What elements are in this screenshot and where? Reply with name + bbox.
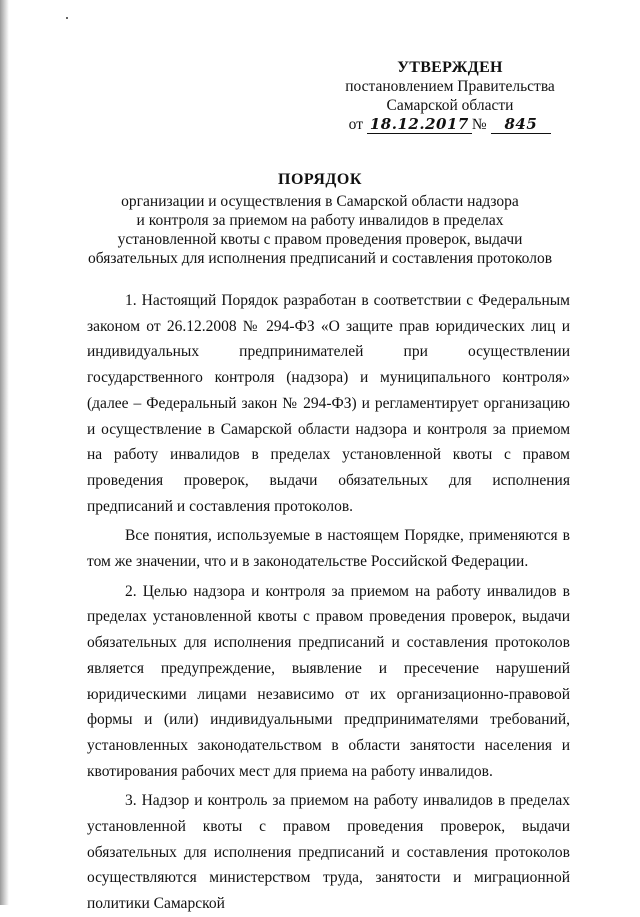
paragraph-3: 2. Целью надзора и контроля за приемом на работу инвалидов в пределах установленной квоты с правом проведения проверок, выдачи обязательных для исполнения предписаний и составления протоколов является предупреждение, выявление и пресечение нарушений юридическими лицами независимо от их организационно-правовой формы и (или) индивидуальными предпринимателями требований, установленных законодательством в области занятости населения и квотирования рабочих мест для приема на работу инвалидов. bbox=[87, 582, 570, 780]
paragraph-1: 1. Настоящий Порядок разработан в соответствии с Федеральным законом от 26.12.2008 № 294-ФЗ «О защите прав юридических лиц и индивидуальных предпринимателей при осуществлении государственного контроля (надзора) и муниципального контроля» (далее – Федеральный закон № 294-ФЗ) и регламентирует организацию и осуществление в Самарской области надзора и контроля за приемом на работу инвалидов в пределах установленной квоты с правом проведения проверок, выдачи обязательных для исполнения предписаний и составления протоколов. bbox=[87, 292, 570, 515]
paragraph-2: Все понятия, используемые в настоящем Порядке, применяются в том же значении, что и в законодательстве Российской Федерации. bbox=[87, 527, 570, 571]
handwritten-date: 18.12.2017 bbox=[369, 115, 469, 133]
handwritten-number: 845 bbox=[504, 115, 538, 133]
date-prefix: от bbox=[348, 116, 363, 133]
title-line-2: и контроля за приемом на работу инвалидов в пределах bbox=[136, 212, 504, 229]
scan-edge bbox=[0, 0, 9, 905]
approval-line-2: Самарской области bbox=[386, 97, 514, 114]
date-field bbox=[367, 116, 472, 134]
approval-heading: УТВЕРЖДЕН bbox=[397, 59, 503, 76]
approval-date-line bbox=[310, 115, 590, 134]
number-sign: № bbox=[471, 116, 487, 133]
scan-speck bbox=[66, 17, 68, 19]
title-line-4: обязательных для исполнения предписаний и составления протоколов bbox=[87, 250, 553, 267]
paragraph-4: 3. Надзор и контроль за приемом на работу инвалидов в пределах установленной квоты с правом проведения проверок, выдачи обязательных для исполнения предписаний и составления протоколов осуществляются министерством труда, занятости и миграционной политики Самарской bbox=[87, 792, 570, 913]
title-line-3: установленной квоты с правом проведения проверок, выдачи bbox=[117, 231, 523, 248]
number-field bbox=[491, 116, 552, 134]
title-line-1: организации и осуществления в Самарской области надзора bbox=[121, 193, 519, 210]
document-title: ПОРЯДОК bbox=[278, 171, 362, 188]
approval-stamp bbox=[310, 58, 590, 134]
approval-line-1: постановлением Правительства bbox=[345, 78, 555, 95]
document-title-block bbox=[60, 170, 580, 268]
document-body bbox=[87, 288, 570, 917]
